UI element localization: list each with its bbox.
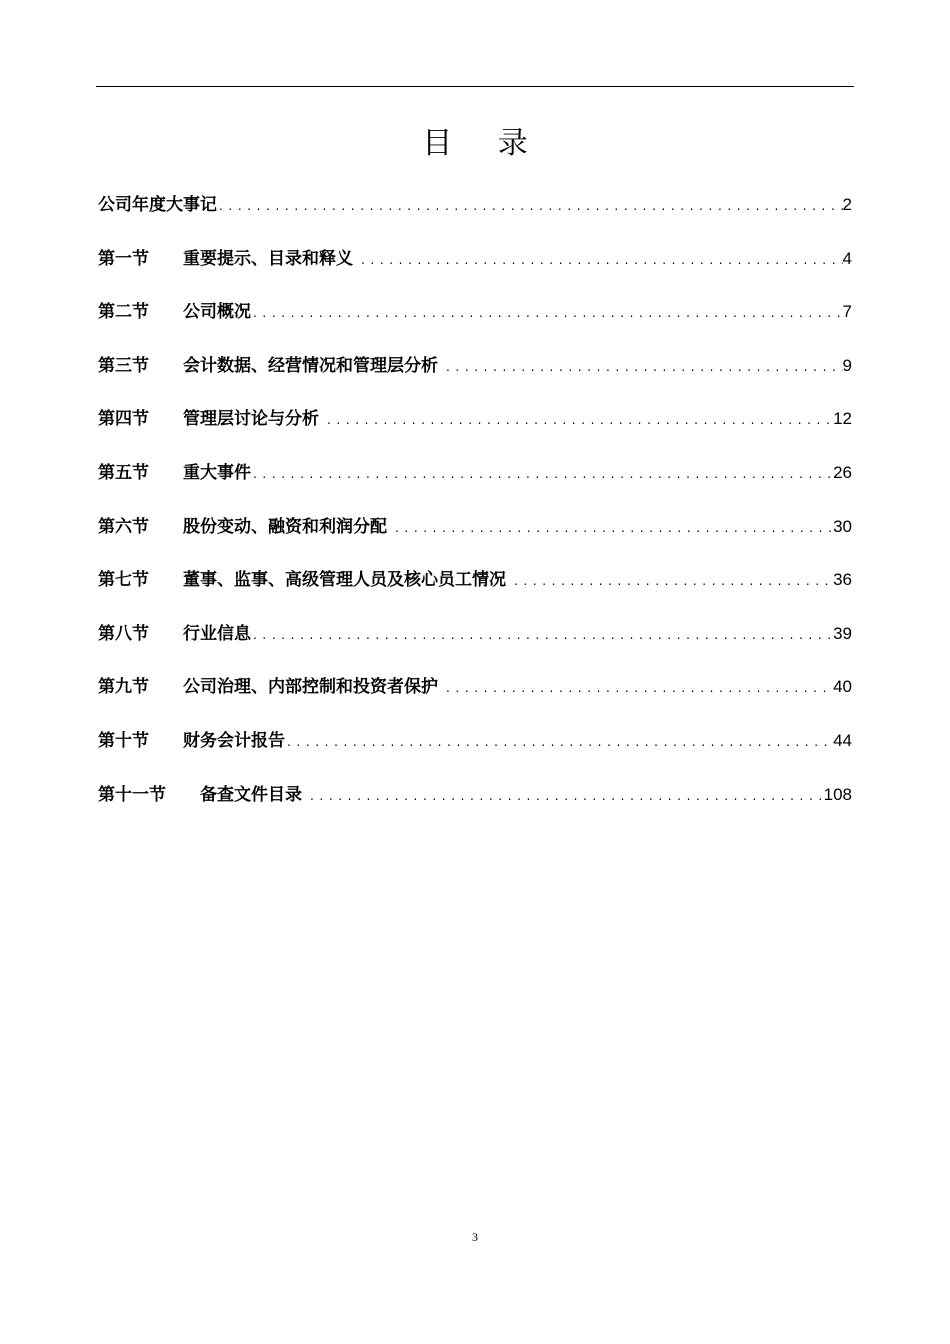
toc-entry-section: 第六节: [98, 516, 149, 537]
toc-entry-page: 108: [823, 784, 852, 804]
toc-entry-title: 股份变动、融资和利润分配: [183, 516, 387, 537]
dot-leader: [325, 413, 833, 427]
toc-entry[interactable]: [98, 512, 852, 566]
toc-entry[interactable]: [98, 297, 852, 351]
toc-entry-title: 备查文件目录: [200, 784, 302, 805]
toc-entry-page: 4: [842, 248, 852, 268]
dot-leader: [359, 253, 843, 267]
dot-leader: [285, 735, 833, 749]
toc-entry-section: 第九节: [98, 677, 149, 698]
page-number: 3: [472, 1230, 478, 1244]
toc-entry[interactable]: [98, 351, 852, 405]
toc-entry-title: 会计数据、经营情况和管理层分析: [183, 355, 438, 376]
toc-entry-section: 第十节: [98, 730, 149, 751]
toc-entry-page: 9: [842, 355, 852, 375]
toc-entry-section: 第五节: [98, 462, 149, 483]
toc-entry-section: 第四节: [98, 409, 149, 430]
toc-entry[interactable]: [98, 458, 852, 512]
toc-entry-section: 第二节: [98, 302, 149, 323]
toc-entry-page: 7: [842, 302, 852, 322]
dot-leader: [251, 467, 833, 481]
toc-entry[interactable]: [98, 780, 852, 834]
toc-entry-page: 2: [842, 195, 852, 214]
toc-entry-title: 管理层讨论与分析: [183, 409, 319, 430]
toc-entry[interactable]: [98, 565, 852, 619]
toc-entry-section: 第八节: [98, 623, 149, 644]
toc-list: [98, 190, 852, 833]
dot-leader: [251, 306, 843, 320]
toc-entry[interactable]: [98, 404, 852, 458]
dot-leader: [217, 199, 843, 213]
toc-entry-section: 第一节: [98, 248, 149, 269]
toc-entry-page: 39: [833, 623, 852, 643]
toc-entry[interactable]: [98, 726, 852, 780]
dot-leader: [512, 574, 833, 588]
toc-entry-page: 36: [833, 570, 852, 590]
toc-entry-page: 40: [833, 677, 852, 697]
toc-entry[interactable]: [98, 619, 852, 673]
toc-entry-title: 财务会计报告: [183, 730, 285, 751]
header-rule: [96, 86, 854, 87]
toc-entry-title: 行业信息: [183, 623, 251, 644]
toc-entry-title: 公司治理、内部控制和投资者保护: [183, 677, 438, 698]
toc-entry-page: 30: [833, 516, 852, 536]
toc-entry-page: 12: [833, 409, 852, 429]
toc-entry-title: 公司年度大事记: [98, 195, 217, 215]
dot-leader: [393, 521, 833, 535]
toc-entry[interactable]: [98, 672, 852, 726]
toc-entry-title: 公司概况: [183, 302, 251, 323]
dot-leader: [444, 360, 843, 374]
toc-entry-section: 第三节: [98, 355, 149, 376]
toc-entry-page: 44: [833, 730, 852, 750]
dot-leader: [308, 789, 824, 803]
toc-entry[interactable]: [98, 190, 852, 244]
toc-entry-title: 重要提示、目录和释义: [183, 248, 353, 269]
toc-entry[interactable]: [98, 244, 852, 298]
toc-entry-title: 重大事件: [183, 462, 251, 483]
toc-entry-title: 董事、监事、高级管理人员及核心员工情况: [183, 570, 506, 591]
toc-entry-section: 第七节: [98, 570, 149, 591]
dot-leader: [251, 628, 833, 642]
toc-entry-page: 26: [833, 462, 852, 482]
dot-leader: [444, 681, 833, 695]
toc-entry-section: 第十一节: [98, 784, 166, 805]
toc-title: 目 录: [422, 126, 546, 161]
